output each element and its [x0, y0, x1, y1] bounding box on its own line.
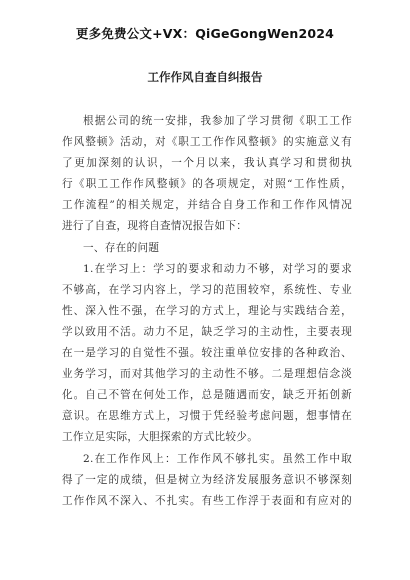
text-line: 工作作风不深入、不扎实。有些工作浮于表面和有应对的: [62, 494, 352, 507]
text-line: 不够高，在学习内容上，学习的范围较窄，系统性、专业: [62, 283, 352, 296]
document-title: 工作作风自查自纠报告: [147, 70, 263, 84]
text-line: 工作立足实际，大胆探索的方式比较少。: [62, 431, 259, 444]
text-line: 一、存在的问题: [83, 241, 160, 254]
text-line: 了更加深刻的认识，一个月以来，我认真学习和贯彻执: [62, 157, 352, 170]
watermark-header: 更多免费公文+VX：QiGeGongWen2024: [75, 26, 335, 41]
text-line: 行《职工工作作风整顿》的各项规定，对照“工作性质，: [62, 178, 352, 191]
text-line: 意识。在思维方式上，习惯于凭经验考虑问题，想事情在: [62, 410, 352, 423]
text-line: 化。自己不管在何处工作，总是随遇而安，缺乏开拓创新: [62, 389, 352, 402]
text-line: 在一是学习的自觉性不强。较注重单位安排的各种政治、: [62, 347, 352, 360]
text-line: 学以致用不活。动力不足，缺乏学习的主动性，主要表现: [62, 325, 352, 338]
text-line: 根据公司的统一安排，我参加了学习贯彻《职工工作: [83, 115, 352, 127]
text-line: 进行了自查，现将自查情况报告如下：: [62, 220, 248, 233]
text-line: 业务学习，而对其他学习的主动性不够。二是理想信念淡: [62, 368, 352, 381]
text-line: 作风整顿》活动，对《职工工作作风整顿》的实施意义有: [62, 136, 352, 149]
text-line: 2.在工作作风上：工作作风不够扎实。虽然工作中取: [83, 452, 352, 465]
text-line: 1.在学习上：学习的要求和动力不够，对学习的要求: [83, 262, 352, 275]
text-line: 性、深入性不强，在学习的方式上，理论与实践结合差，: [62, 304, 352, 317]
document-body: [62, 111, 352, 512]
text-line: 工作流程”的相关规定，并结合自身工作和工作作风情况: [62, 199, 352, 212]
text-line: 得了一定的成绩，但是树立为经济发展服务意识不够深刻: [62, 473, 352, 486]
